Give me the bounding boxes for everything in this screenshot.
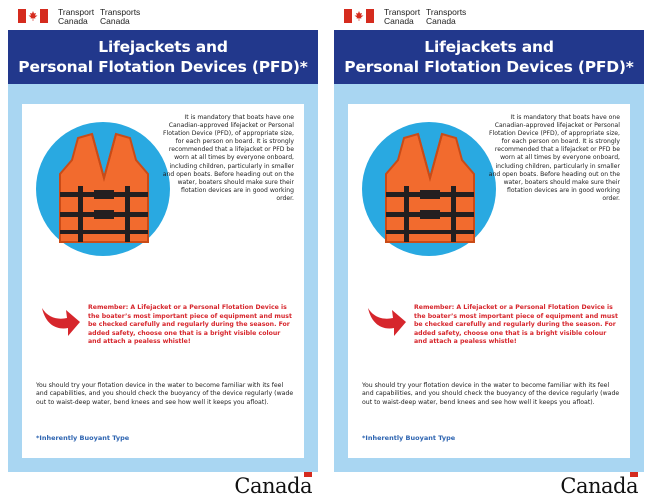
footnote: *Inherently Buoyant Type	[362, 434, 456, 442]
remember-text: Remember: A Lifejacket or a Personal Flotation Device is the boater’s most important piece of equipment and must be checked carefully and regularly during the season. For added safety, choose one that is a bright visible colour and attach a pealess whistle!	[88, 304, 292, 346]
poster-title	[334, 30, 644, 77]
lifejacket-circle	[362, 122, 496, 256]
poster-panel-right	[334, 0, 644, 502]
poster-background	[334, 84, 644, 472]
agency-en-line2: Canada	[58, 16, 88, 26]
header	[18, 6, 158, 28]
intro-text: It is mandatory that boats have one Canadian-approved lifejacket or Personal Flotation Device (PFD), of appropriate size, for each person on board. It is strongly recommended that a lifejacket or PFD be worn at all times by everyone onboard, including children, particularly in smaller and open boats. Before heading out on the water, boaters should make sure their flotation devices are in good working order.	[162, 114, 294, 202]
title-line1: Lifejackets and	[98, 38, 228, 56]
canada-wordmark: Canada	[234, 474, 312, 498]
lifejacket-icon	[56, 130, 152, 248]
red-arrow-icon	[366, 300, 406, 340]
try-text: You should try your flotation device in the water to become familiar with its feel and capabilities, and you should check the buoyancy of the device regularly (wade out to waist-deep water, bend knees and see how well it keeps you afloat).	[362, 382, 620, 406]
agency-name-en	[384, 8, 420, 26]
agency-en-line1: Transport	[58, 7, 95, 17]
agency-fr-line2: Canada	[426, 16, 456, 26]
title-bar	[8, 30, 318, 84]
agency-name-fr	[426, 8, 466, 26]
try-text: You should try your flotation device in the water to become familiar with its feel and capabilities, and you should check the buoyancy of the device regularly (wade out to waist-deep water, bend knees and see how well it keeps you afloat).	[36, 382, 294, 406]
canada-wordmark: Canada	[560, 474, 638, 498]
title-bar	[334, 30, 644, 84]
intro-text: It is mandatory that boats have one Canadian-approved lifejacket or Personal Flotation Device (PFD), of appropriate size, for each person on board. It is strongly recommended that a lifejacket or PFD be worn at all times by everyone onboard, including children, particularly in smaller and open boats. Before heading out on the water, boaters should make sure their flotation devices are in good working order.	[488, 114, 620, 202]
title-line2: Personal Flotation Devices (PFD)*	[18, 58, 308, 76]
remember-text: Remember: A Lifejacket or a Personal Flotation Device is the boater’s most important piece of equipment and must be checked carefully and regularly during the season. For added safety, choose one that is a bright visible colour and attach a pealess whistle!	[414, 304, 618, 346]
agency-fr-line2: Canada	[100, 16, 130, 26]
lifejacket-icon	[382, 130, 478, 248]
footnote: *Inherently Buoyant Type	[36, 434, 130, 442]
poster-title	[8, 30, 318, 77]
agency-en-line2: Canada	[384, 16, 414, 26]
agency-fr-line1: Transports	[100, 7, 141, 17]
canada-flag-icon	[18, 9, 48, 23]
title-line2: Personal Flotation Devices (PFD)*	[344, 58, 634, 76]
content-card	[348, 104, 630, 458]
lifejacket-circle	[36, 122, 170, 256]
red-arrow-icon	[40, 300, 80, 340]
header	[344, 6, 484, 28]
agency-name-en	[58, 8, 94, 26]
title-line1: Lifejackets and	[424, 38, 554, 56]
poster-panel-left	[8, 0, 318, 502]
poster-background	[8, 84, 318, 472]
agency-name-fr	[100, 8, 140, 26]
content-card	[22, 104, 304, 458]
agency-fr-line1: Transports	[426, 7, 467, 17]
canada-flag-icon	[344, 9, 374, 23]
agency-en-line1: Transport	[384, 7, 421, 17]
